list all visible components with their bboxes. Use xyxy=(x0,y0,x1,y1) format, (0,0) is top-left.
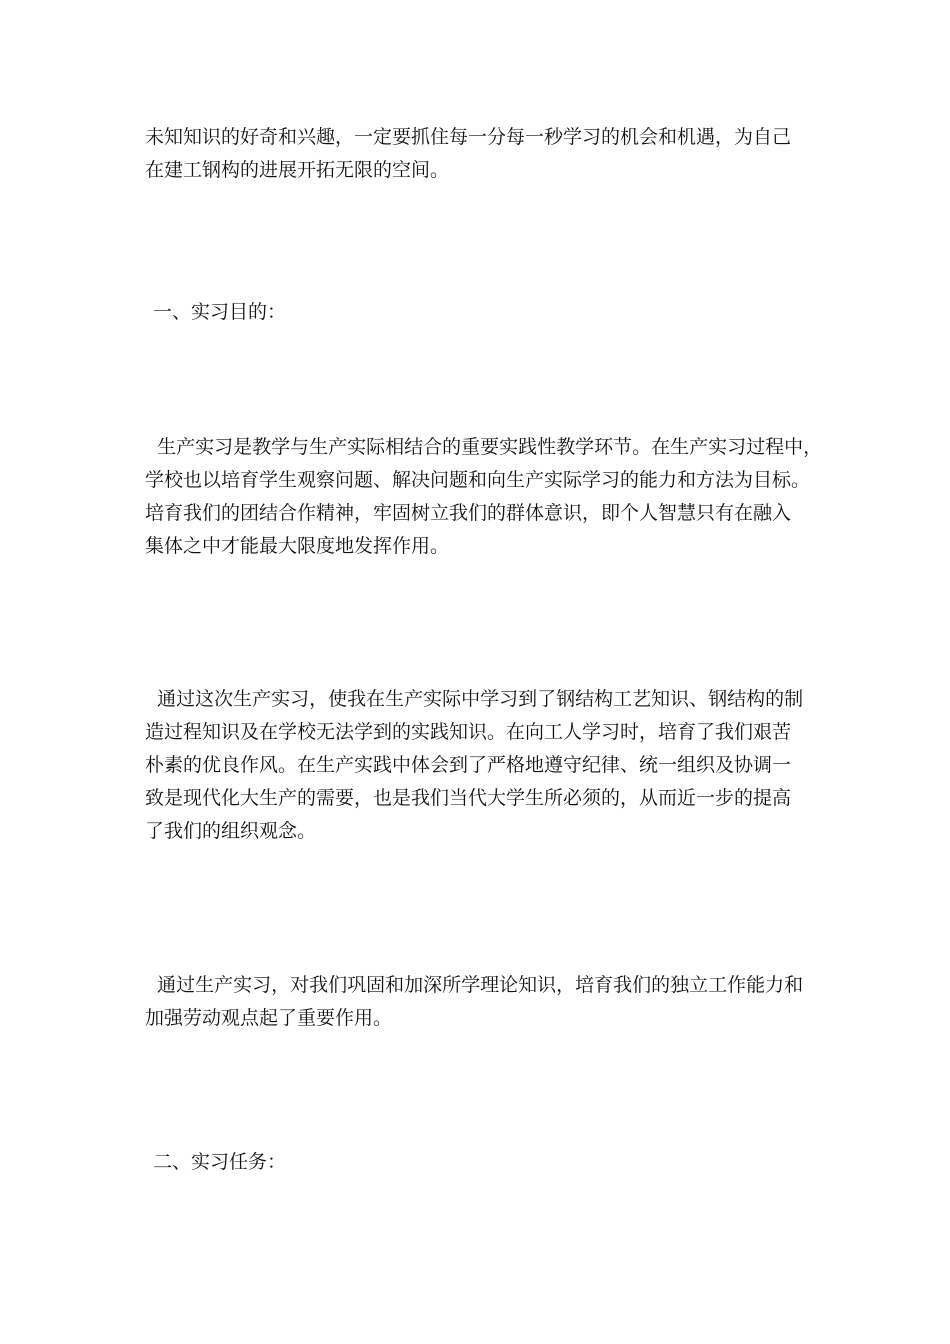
text-line: 了我们的组织观念。 xyxy=(145,820,317,842)
text-line: 造过程知识及在学校无法学到的实践知识。在向工人学习时，培育了我们艰苦 xyxy=(145,721,792,743)
text-line: 朴素的优良作风。在生产实践中体会到了严格地遵守纪律、统一组织及协调一 xyxy=(145,754,792,776)
text-line: 集体之中才能最大限度地发挥作用。 xyxy=(145,535,450,557)
text-line: 致是现代化大生产的需要，也是我们当代大学生所必须的，从而近一步的提高 xyxy=(145,787,792,809)
text-line: 学校也以培育学生观察问题、解决问题和向生产实际学习的能力和方法为目标。 xyxy=(145,469,811,491)
purpose-paragraph-2 xyxy=(145,683,825,848)
text-line: 通过生产实习，对我们巩固和加深所学理论知识，培育我们的独立工作能力和 xyxy=(145,974,804,996)
section-heading-purpose: 一、实习目的： xyxy=(153,301,287,323)
text-line: 加强劳动观点起了重要作用。 xyxy=(145,1007,393,1029)
purpose-paragraph-3 xyxy=(145,969,825,1035)
section-heading-tasks: 二、实习任务： xyxy=(153,1151,287,1173)
text-line: 生产实习是教学与生产实际相结合的重要实践性教学环节。在生产实习过程中， xyxy=(145,436,823,458)
text-line: 在建工钢构的进展开拓无限的空间。 xyxy=(145,159,450,181)
text-line: 培育我们的团结合作精神，牢固树立我们的群体意识，即个人智慧只有在融入 xyxy=(145,502,792,524)
text-line: 通过这次生产实习，使我在生产实际中学习到了钢结构工艺知识、钢结构的制 xyxy=(145,688,804,710)
purpose-paragraph-1 xyxy=(145,431,825,563)
intro-paragraph xyxy=(145,121,825,187)
text-line: 未知知识的好奇和兴趣，一定要抓住每一分每一秒学习的机会和机遇，为自己 xyxy=(145,126,792,148)
